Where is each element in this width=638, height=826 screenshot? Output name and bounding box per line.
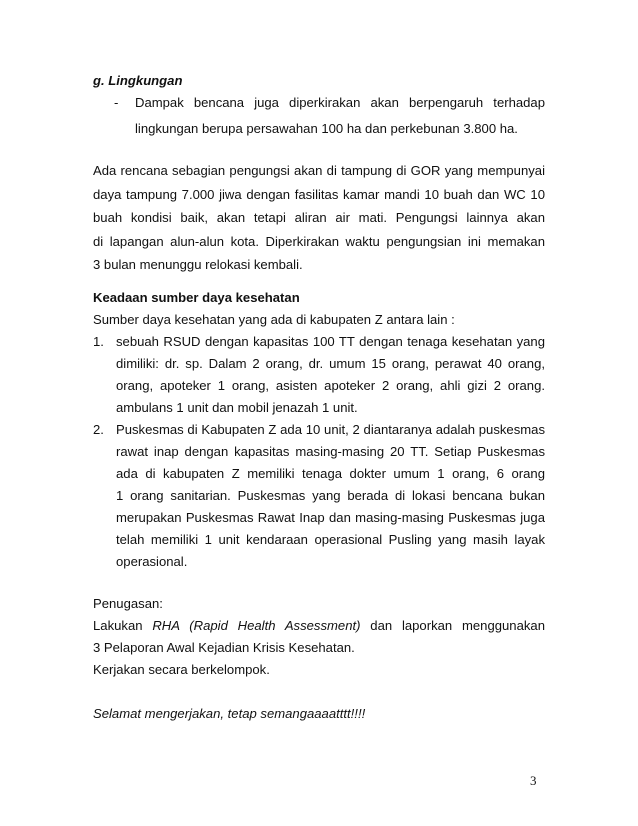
list-item-line: sebuah RSUD dengan kapasitas 100 TT dengan tenaga kesehatan yang <box>116 334 545 349</box>
paragraph-shelter <box>93 159 545 277</box>
list-item-line: rawat inap dengan kapasitas masing-masing 20 TT. Setiap Puskesmas <box>116 444 545 459</box>
list-item-line: Puskesmas di Kabupaten Z ada 10 unit, 2 diantaranya adalah puskesmas <box>116 422 545 437</box>
list-item-line: dimiliki: dr. sp. Dalam 2 orang, dr. umum 15 orang, perawat 40 orang, <box>116 356 545 371</box>
paragraph-line: buah kondisi baik, akan tetapi aliran air mati. Pengungsi lainnya akan <box>93 210 545 225</box>
section-g-heading: g. Lingkungan <box>93 73 183 88</box>
rha-term: RHA (Rapid Health Assessment) <box>152 618 361 633</box>
health-heading: Keadaan sumber daya kesehatan <box>93 290 300 305</box>
list-number: 2. <box>93 422 104 437</box>
paragraph-line: 3 bulan menunggu relokasi kembali. <box>93 257 303 272</box>
list-item-line: ambulans 1 unit dan mobil jenazah 1 unit. <box>116 400 358 415</box>
list-number: 1. <box>93 334 104 349</box>
list-item <box>116 331 545 419</box>
list-item-line: merupakan Puskesmas Rawat Inap dan masing-masing Puskesmas juga <box>116 510 545 525</box>
assignment-label: Penugasan: <box>93 596 163 611</box>
list-item <box>116 419 545 573</box>
health-intro: Sumber daya kesehatan yang ada di kabupaten Z antara lain : <box>93 312 455 327</box>
section-g-text <box>135 92 545 140</box>
list-item-line: telah memiliki 1 unit kendaraan operasional Pusling yang masih layak <box>116 532 545 547</box>
paragraph-line: Ada rencana sebagian pengungsi akan di tampung di GOR yang mempunyai <box>93 163 545 178</box>
bullet-dash: - <box>114 95 119 110</box>
closing-message: Selamat mengerjakan, tetap semangaaaatttt!!!! <box>93 706 366 721</box>
assignment-line: 3 Pelaporan Awal Kejadian Krisis Kesehatan. <box>93 640 355 655</box>
page-number: 3 <box>530 773 537 788</box>
list-item-line: orang, apoteker 1 orang, asisten apoteker 2 orang, ahli gizi 2 orang. <box>116 378 545 393</box>
list-item-line: ada di kabupaten Z memiliki tenaga dokter umum 1 orang, 6 orang <box>116 466 545 481</box>
paragraph-line: daya tampung 7.000 jiwa dengan fasilitas kamar mandi 10 buah dan WC 10 <box>93 186 545 202</box>
assignment-line: Lakukan RHA (Rapid Health Assessment) dan laporkan menggunakan <box>93 618 545 633</box>
list-item-line: 1 orang sanitarian. Puskesmas yang berada di lokasi bencana bukan <box>116 488 545 503</box>
list-item-line: operasional. <box>116 554 188 569</box>
paragraph-line: di lapangan alun-alun kota. Diperkirakan waktu pengungsian ini memakan <box>93 233 545 249</box>
assignment-line: Kerjakan secara berkelompok. <box>93 662 270 677</box>
section-g-line: lingkungan berupa persawahan 100 ha dan perkebunan 3.800 ha. <box>135 121 518 136</box>
section-g-line: Dampak bencana juga diperkirakan akan berpengaruh terhadap <box>135 95 545 110</box>
